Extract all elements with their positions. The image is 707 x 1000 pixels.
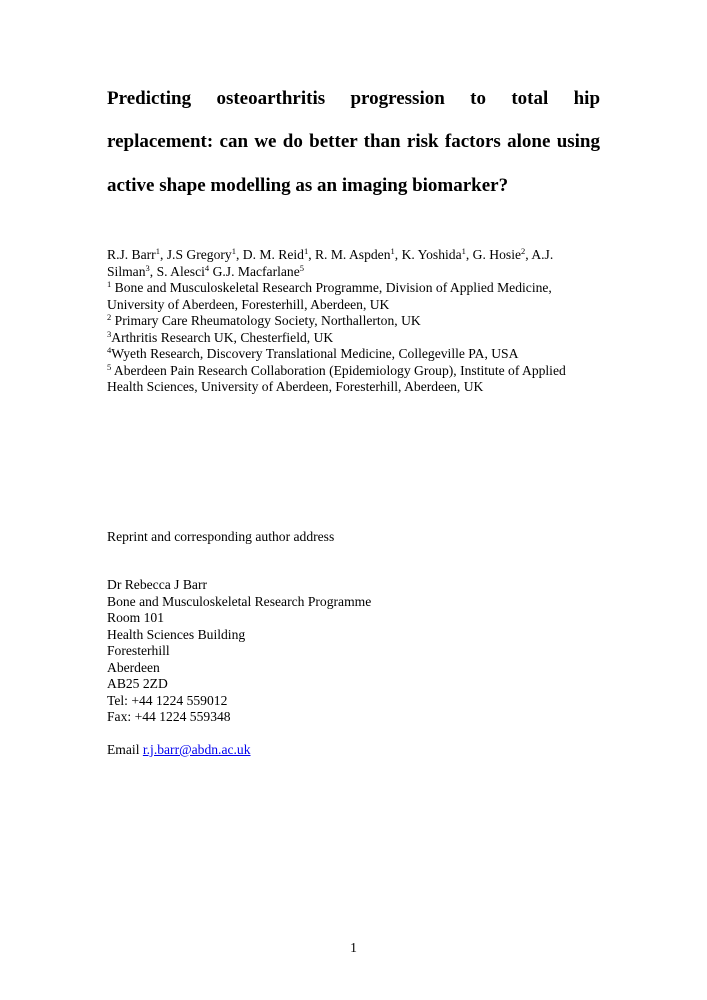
title-word: hip — [573, 88, 601, 109]
author-name: D. M. Reid — [242, 247, 304, 262]
author-name-first: A.J. — [531, 247, 554, 262]
affiliation-text: Bone and Musculoskeletal Research Programme, Division of Applied Medicine, — [114, 280, 552, 295]
affiliation-3 — [107, 330, 600, 347]
address-line: Foresterhill — [107, 643, 170, 658]
affiliation-sup: 5 — [107, 361, 112, 372]
affiliation-5 — [107, 363, 600, 380]
affiliation-sup: 2 — [107, 312, 112, 322]
affiliation-sup: 4 — [107, 345, 112, 355]
email-link[interactable]: r.j.barr@abdn.ac.uk — [142, 742, 251, 757]
author-affil-sup: 1 — [461, 246, 466, 256]
address-line: Tel: +44 1224 559012 — [107, 692, 228, 708]
email-line — [107, 742, 251, 759]
affiliation-5-cont: Health Sciences, University of Aberdeen, Foresterhill, Aberdeen, UK — [107, 379, 484, 394]
affiliation-text: Arthritis Research UK, Chesterfield, UK — [111, 329, 334, 345]
title-word: total — [511, 88, 549, 109]
title-line-1 — [107, 87, 600, 110]
author-affil-sup: 1 — [231, 246, 236, 256]
affiliation-4 — [107, 346, 600, 363]
corresponding-address — [107, 577, 371, 726]
email-label: Email — [107, 742, 140, 757]
author-name: R.J. Barr — [107, 247, 156, 262]
reprint-heading: Reprint and corresponding author address — [107, 529, 335, 544]
author-name: G. Hosie — [472, 247, 522, 262]
author-name: R. M. Aspden — [314, 247, 391, 262]
title-line-3: active shape modelling as an imaging biomarker? — [107, 175, 509, 196]
title-word: Predicting — [107, 88, 192, 109]
authors-affiliations-block — [107, 247, 600, 396]
author-affil-sup: 1 — [390, 246, 395, 256]
address-line: Fax: +44 1224 559348 — [107, 709, 231, 724]
affiliation-sup: 1 — [107, 279, 112, 289]
author-line-2: Silman$^3$, S. Alesci$^4$ G.J. Macfarlane$^5$ — [107, 262, 305, 279]
author-affil-sup: 4 — [204, 262, 210, 273]
affiliation-sup: 3 — [107, 328, 112, 339]
author-name: K. Yoshida — [401, 247, 462, 262]
author-affil-sup: 3 — [145, 262, 150, 273]
author-name-last: Silman — [107, 263, 146, 279]
author-affil-sup: 1 — [303, 246, 309, 256]
affiliation-1-cont: University of Aberdeen, Foresterhill, Aberdeen, UK — [107, 296, 390, 312]
address-line: Bone and Musculoskeletal Research Programme — [107, 593, 372, 609]
address-line: Aberdeen — [107, 659, 160, 675]
author-affil-sup: 5 — [299, 262, 305, 273]
title-line-2: replacement: can we do better than risk factors alone using — [107, 131, 600, 152]
page-number: 1 — [350, 940, 357, 955]
address-line: Room 101 — [107, 610, 165, 625]
author-affil-sup: 2 — [521, 246, 526, 256]
affiliation-2 — [107, 313, 600, 330]
author-affil-sup: 1 — [155, 246, 160, 256]
author-name: S. Alesci — [156, 263, 205, 279]
author-name: J.S Gregory — [166, 247, 232, 262]
address-line: Health Sciences Building — [107, 626, 246, 642]
affiliation-text: Aberdeen Pain Research Collaboration (Epidemiology Group), Institute of Applied — [113, 362, 566, 378]
address-line: Dr Rebecca J Barr — [107, 577, 208, 592]
title-word: progression — [350, 88, 445, 109]
address-line: AB25 2ZD — [107, 676, 168, 691]
affiliation-1 — [107, 280, 600, 297]
title-word: to — [470, 88, 486, 109]
title-word: osteoarthritis — [216, 88, 326, 109]
affiliation-text: Primary Care Rheumatology Society, Northallerton, UK — [114, 313, 421, 328]
author-line-1: R.J. Barr$^1$, J.S Gregory$^1$, D. M. Reid$^1$, R. M. Aspden$^1$, K. Yoshida$^1$, G. Hosie$^2$, A.J. — [107, 246, 554, 262]
affiliation-text: Wyeth Research, Discovery Translational Medicine, Collegeville PA, USA — [111, 346, 519, 361]
author-name: G.J. Macfarlane — [212, 263, 300, 279]
